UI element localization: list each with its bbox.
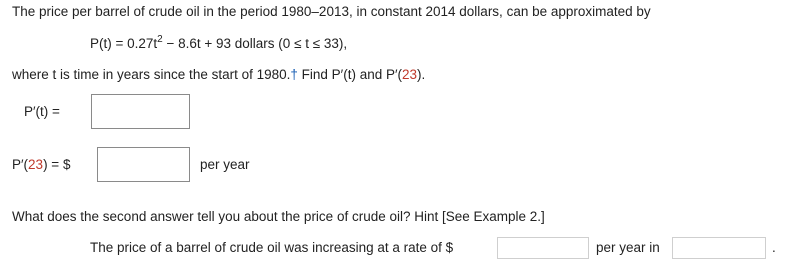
eval-unit: per year xyxy=(200,157,250,172)
problem-intro: The price per barrel of crude oil in the period 1980–2013, in constant 2014 dollars, can be approximated by xyxy=(12,4,651,19)
eval-label xyxy=(12,156,70,174)
formula xyxy=(90,35,347,53)
sentence-start: The price of a barrel of crude oil was increasing at a rate of $ xyxy=(90,240,454,255)
eval-input[interactable] xyxy=(97,147,190,182)
find-value: 23 xyxy=(402,67,418,82)
derivative-label: P′(t) = xyxy=(24,104,60,119)
eval-value: 23 xyxy=(28,157,44,172)
problem-find xyxy=(12,66,425,84)
derivative-input[interactable] xyxy=(91,94,190,129)
formula-exponent: 2 xyxy=(157,34,163,45)
eval-label-start: P′( xyxy=(12,157,29,172)
sentence-mid: per year in xyxy=(596,240,660,255)
year-input[interactable] xyxy=(672,237,766,259)
rate-input[interactable] xyxy=(497,237,589,259)
where-text: where t is time in years since the start of 1980. xyxy=(12,67,291,82)
interpretation-question: What does the second answer tell you about the price of crude oil? Hint [See Example 2.] xyxy=(12,209,545,224)
footnote-link[interactable]: † xyxy=(290,67,298,82)
eval-label-end: ) = $ xyxy=(43,157,71,172)
sentence-end: . xyxy=(772,240,776,255)
find-text: Find P′(t) and P′( xyxy=(297,67,403,82)
formula-rhs: − 8.6t + 93 dollars (0 ≤ t ≤ 33), xyxy=(162,36,348,51)
find-end: ). xyxy=(417,67,426,82)
formula-lhs: P(t) = 0.27t xyxy=(90,36,158,51)
